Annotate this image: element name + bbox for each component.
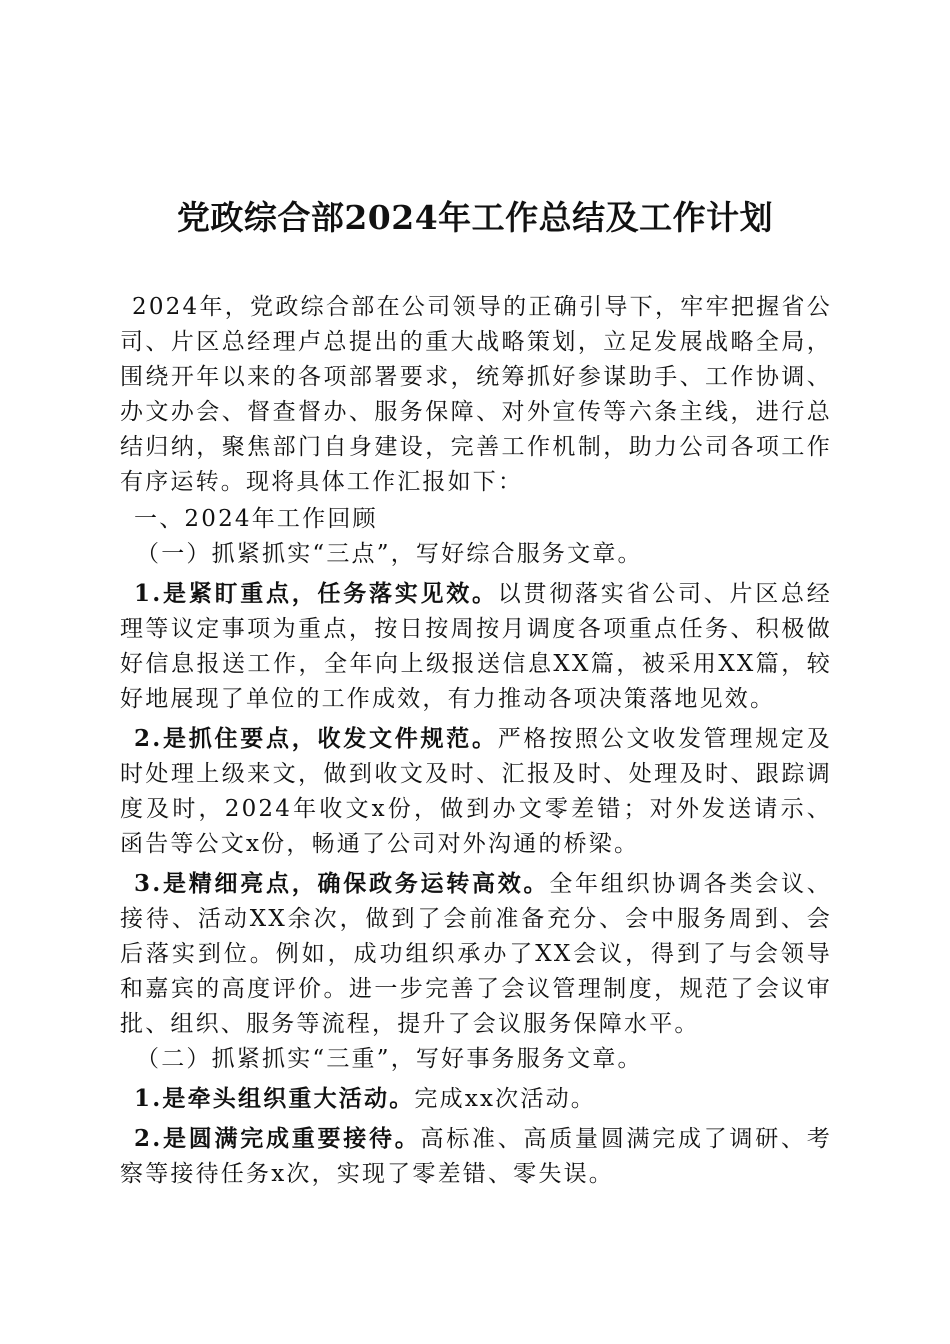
subsection-heading-three-points: （一）抓紧抓实“三点”，写好综合服务文章。: [136, 541, 643, 567]
list-item: [120, 866, 832, 1042]
subsection-heading-three-key: （二）抓紧抓实“三重”，写好事务服务文章。: [136, 1046, 643, 1072]
list-item: [120, 721, 832, 862]
list-item: [120, 1081, 832, 1117]
item-text: 以贯彻落实省公司、片区总经理等议定事项为重点，按日按周按月调度各项重点任务、积极做好信息报送工作，全年向上级报送信息XX篇，被采用XX篇，较好地展现了单位的工作成效，有力推动各项决策落地见效。: [120, 581, 833, 712]
section-heading-review: 一、2024年工作回顾: [134, 506, 378, 532]
item-lead: 2.是抓住要点，收发文件规范。: [134, 725, 498, 752]
document-body: [120, 290, 832, 1192]
list-item: [120, 576, 832, 717]
item-lead: 1.是紧盯重点，任务落实见效。: [134, 580, 498, 607]
document-title: 党政综合部2024年工作总结及工作计划: [176, 198, 774, 237]
item-lead: 1.是牵头组织重大活动。: [134, 1085, 415, 1112]
item-text: 严格按照公文收发管理规定及时处理上级来文，做到收文及时、汇报及时、处理及时、跟踪调度及时，2024年收文x份，做到办文零差错；对外发送请示、函告等公文x份，畅通了公司对外沟通的桥梁。: [120, 726, 833, 857]
intro-paragraph: 2024年，党政综合部在公司领导的正确引导下，牢牢把握省公司、片区总经理卢总提出的重大战略策划，立足发展战略全局，围绕开年以来的各项部署要求，统筹抓好参谋助手、工作协调、办文办会、督查督办、服务保障、对外宣传等六条主线，进行总结归纳，聚焦部门自身建设，完善工作机制，助力公司各项工作有序运转。现将具体工作汇报如下：: [120, 294, 832, 495]
item-lead: 3.是精细亮点，确保政务运转高效。: [134, 870, 550, 897]
item-lead: 2.是圆满完成重要接待。: [134, 1125, 421, 1152]
list-item: [120, 1121, 832, 1192]
item-text: 高标准、高质量圆满完成了调研、考察等接待任务x次，实现了零差错、零失误。: [120, 1126, 832, 1187]
item-text: 完成xx次活动。: [414, 1086, 596, 1112]
item-text: 全年组织协调各类会议、接待、活动XX余次，做到了会前准备充分、会中服务周到、会后落实到位。例如，成功组织承办了XX会议，得到了与会领导和嘉宾的高度评价。进一步完善了会议管理制度，规范了会议审批、组织、服务等流程，提升了会议服务保障水平。: [120, 871, 832, 1037]
